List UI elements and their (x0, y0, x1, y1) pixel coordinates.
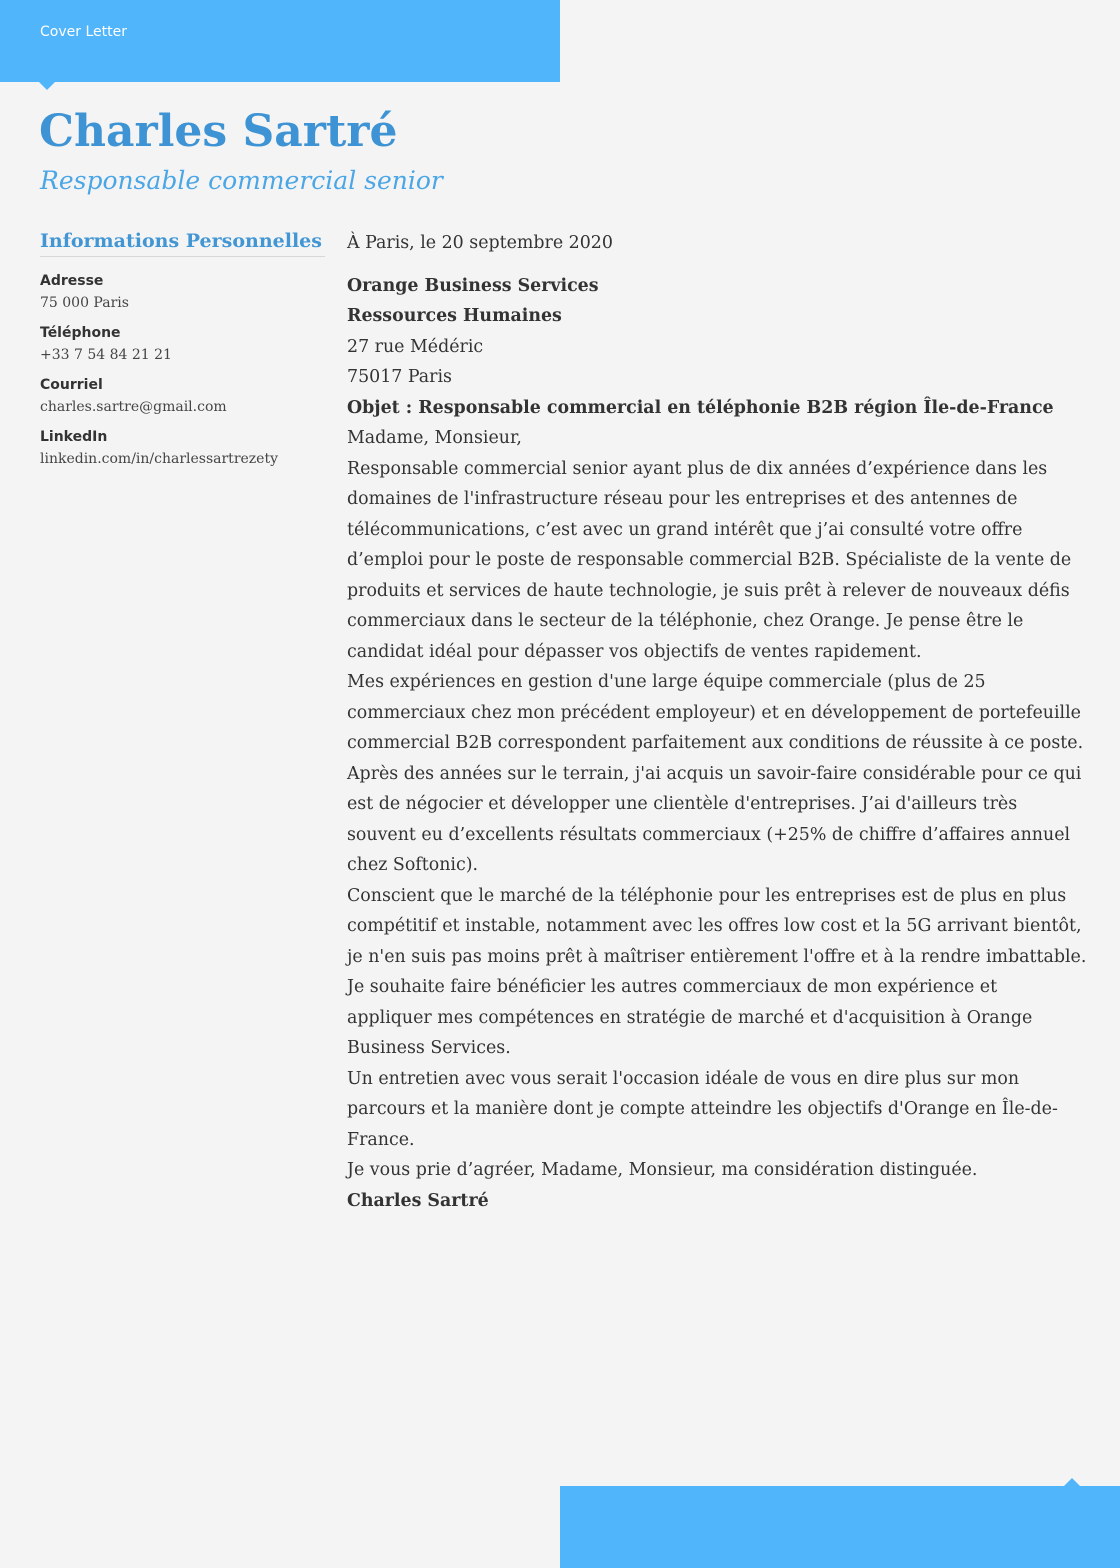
header-banner-pointer (39, 82, 55, 90)
letter-signature: Charles Sartré (347, 1190, 489, 1211)
personal-info-sidebar (40, 230, 325, 467)
email-label: Courriel (40, 377, 103, 393)
letter-salutation: Madame, Monsieur, (347, 428, 522, 448)
candidate-name: Charles Sartré (39, 106, 398, 157)
recipient-block (347, 271, 1087, 393)
address-label: Adresse (40, 273, 104, 289)
document-type-label: Cover Letter (40, 24, 127, 40)
personal-info-heading: Informations Personnelles (40, 230, 325, 257)
letter-paragraph: Responsable commercial senior ayant plus de dix années d’expérience dans les domaines de l'infrastructure réseau pour les entreprises et des antennes de télécommunications, c’est avec un grand intérêt que j’ai consulté votre offre d’emploi pour le poste de responsable commercial B2B. Spécialiste de la vente de produits et services de haute technologie, je suis prêt à relever de nouveaux défis commerciaux dans le secteur de la téléphonie, chez Orange. Je pense être le candidat idéal pour dépasser vos objectifs de ventes rapidement. (347, 458, 1072, 662)
linkedin-value: linkedin.com/in/charlessartrezety (40, 451, 278, 467)
recipient-department: Ressources Humaines (347, 306, 562, 326)
address-value: 75 000 Paris (40, 295, 129, 311)
candidate-job-title: Responsable commercial senior (40, 166, 443, 195)
letter-paragraph: Conscient que le marché de la téléphonie pour les entreprises est de plus en plus compétitif et instable, notamment avec les offres low cost et la 5G arrivant bientôt, je n'en suis pas moins prêt à maîtriser entièrement l'offre et à la rendre imbattable. Je souhaite faire bénéficier les autres commerciaux de mon expérience et appliquer mes compétences en stratégie de marché et d'acquisition à Orange Business Services. (347, 885, 1087, 1058)
letter-paragraph: Mes expériences en gestion d'une large équipe commerciale (plus de 25 commerciaux chez mon précédent employeur) et en développement de portefeuille commercial B2B correspondent parfaitement aux conditions de réussite à ce poste. Après des années sur le terrain, j'ai acquis un savoir-faire considérable pour ce qui est de négocier et développer une clientèle d'entreprises. J’ai d'ailleurs très souvent eu d’excellents résultats commerciaux (+25% de chiffre d’affaires annuel chez Softonic). (347, 672, 1084, 875)
letter-subject: Objet : Responsable commercial en téléphonie B2B région Île-de-France (347, 397, 1054, 418)
recipient-company: Orange Business Services (347, 275, 599, 296)
linkedin-label: LinkedIn (40, 429, 108, 445)
letter-date: À Paris, le 20 septembre 2020 (347, 233, 613, 253)
letter-paragraph: Un entretien avec vous serait l'occasion idéale de vous en dire plus sur mon parcours et la manière dont je compte atteindre les objectifs d'Orange en Île-de-France. (347, 1068, 1058, 1150)
phone-value: +33 7 54 84 21 21 (40, 347, 172, 363)
footer-banner (560, 1486, 1120, 1568)
letter-body (347, 228, 1087, 1216)
letter-closing: Je vous prie d’agréer, Madame, Monsieur, ma considération distinguée. (347, 1160, 978, 1180)
recipient-street: 27 rue Médéric (347, 336, 484, 357)
email-value: charles.sartre@gmail.com (40, 399, 227, 415)
footer-banner-pointer (1064, 1478, 1080, 1486)
header-banner (0, 0, 560, 82)
recipient-city: 75017 Paris (347, 367, 452, 387)
phone-label: Téléphone (40, 325, 121, 341)
